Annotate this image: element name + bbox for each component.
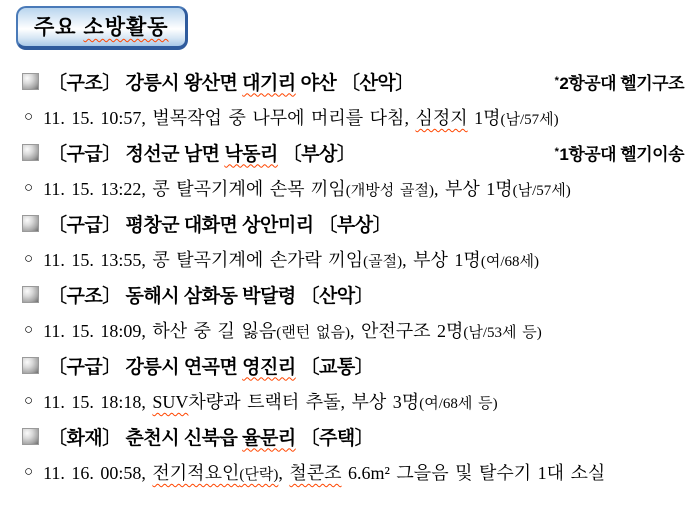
incident-entry [22,137,686,203]
entry-body-text [43,459,605,485]
text-segment: (남/53세 등) [463,325,542,341]
entry-heading-text [48,68,414,95]
square-bullet-icon [22,215,39,232]
circle-bullet-icon: ○ [24,321,34,338]
text-segment: (단락) [239,467,279,483]
square-bullet-icon [22,286,39,303]
text-segment: 11. 15. 18:09, 하산 중 길 잃음 [43,321,277,341]
entry-body-text [43,246,539,272]
text-segment: , 안전구조 2명 [349,321,464,341]
circle-bullet-icon: ○ [24,108,34,125]
entry-body-text [43,317,542,343]
text-segment: (여/68세 등) [419,396,498,412]
square-bullet-icon [22,428,39,445]
text-segment: 낙동리 [224,143,278,165]
text-segment: , 부상 1명 [433,179,513,199]
entry-heading-text [48,210,391,237]
entry-body-row [22,315,686,345]
entry-body-row [22,102,686,132]
text-segment: (남/57세) [500,112,559,128]
entry-note [555,69,684,94]
text-segment: (여/68세) [480,254,539,270]
circle-bullet-icon: ○ [24,392,34,409]
text-segment: 영진리 [242,356,296,378]
section-title-highlighted: 소방활동 [83,16,169,39]
entry-heading-row [22,421,686,451]
incident-entry [22,350,686,416]
entry-heading-text [48,139,355,166]
entry-list [14,66,686,487]
note-text: 1항공대 헬기이송 [559,144,684,164]
entry-heading-row [22,279,686,309]
entry-heading-row [22,208,686,238]
entry-body-row [22,386,686,416]
text-segment: 야산 〔산악〕 [295,72,414,94]
text-segment: 〔구조〕 강릉시 왕산면 [48,72,243,94]
square-bullet-icon [22,73,39,90]
entry-heading-row [22,66,686,96]
entry-body-row [22,173,686,203]
text-segment: 전기적요인 [152,463,240,483]
text-segment: 11. 15. 18:18, [43,392,153,412]
incident-entry [22,208,686,274]
text-segment: 6.6m² 그을음 및 탈수기 1대 소실 [341,463,606,483]
text-segment: , [278,463,290,483]
entry-body-text [43,388,498,414]
entry-heading-text [48,352,373,379]
text-segment: 11. 15. 13:55, 콩 탈곡기계에 손가락 끼임 [43,250,364,270]
circle-bullet-icon: ○ [24,179,34,196]
circle-bullet-icon: ○ [24,250,34,267]
text-segment: (랜턴 없음) [276,325,350,341]
text-segment: 11. 15. 13:22, 콩 탈곡기계에 손목 끼임 [43,179,346,199]
entry-heading-row [22,137,686,167]
text-segment: 〔구급〕 정선군 남면 [48,143,225,165]
text-segment: 〔화재〕 춘천시 신북읍 [48,427,243,449]
note-text: 2항공대 헬기구조 [559,73,684,93]
section-title-prefix: 주요 [34,16,84,39]
text-segment: (남/57세) [512,183,571,199]
circle-bullet-icon: ○ [24,463,34,480]
text-segment: 〔부상〕 [277,143,356,165]
incident-entry [22,66,686,132]
incident-entry [22,279,686,345]
text-segment: , 부상 1명 [402,250,481,270]
entry-heading-row [22,350,686,380]
entry-heading-text [48,423,373,450]
text-segment: 11. 16. 00:58, [43,463,153,483]
text-segment: 〔교통〕 [295,356,374,378]
text-segment: 〔구조〕 동해시 삼화동 박달령 〔산악〕 [48,285,374,307]
text-segment: (개방성 골절) [345,183,434,199]
text-segment: (골절) [363,254,403,270]
text-segment: 〔주택〕 [295,427,374,449]
text-segment: 1명 [467,108,501,128]
note-asterisk-icon: * [554,74,559,87]
square-bullet-icon [22,144,39,161]
entry-body-row [22,244,686,274]
note-asterisk-icon: * [554,145,559,158]
incident-entry [22,421,686,487]
text-segment: SUV [152,392,189,412]
entry-body-text [43,104,559,130]
text-segment: 차량과 트랙터 추돌, 부상 3명 [188,392,420,412]
text-segment: 대기리 [242,72,296,94]
entry-body-row [22,457,686,487]
entry-body-text [43,175,571,201]
entry-note [555,140,684,165]
square-bullet-icon [22,357,39,374]
text-segment: 11. 15. 10:57, 벌목작업 중 나무에 머리를 다침, [43,108,416,128]
section-title-box [16,6,188,50]
text-segment: 심정지 [415,108,468,128]
text-segment: 철콘조 [289,463,342,483]
text-segment: 〔구급〕 평창군 대화면 상안미리 〔부상〕 [48,214,392,236]
text-segment: 〔구급〕 강릉시 연곡면 [48,356,243,378]
text-segment: 율문리 [242,427,296,449]
entry-heading-text [48,281,373,308]
